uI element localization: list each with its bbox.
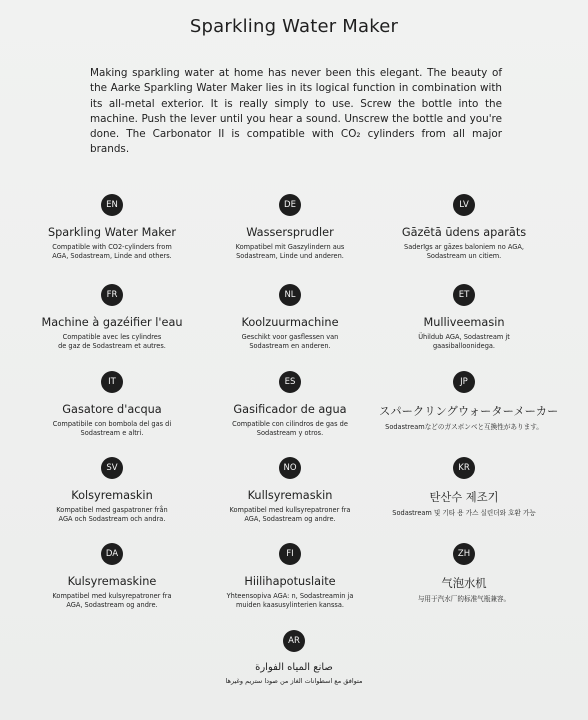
language-badge-fi: FI (279, 543, 301, 565)
language-row (0, 457, 588, 543)
language-badge-de: DE (279, 194, 301, 216)
language-block-et (379, 284, 549, 351)
language-badge-zh: ZH (453, 543, 475, 565)
language-block-kr (379, 457, 549, 518)
language-badge-et: ET (453, 284, 475, 306)
language-row (0, 194, 588, 280)
compatibility-text-lv: Saderīgs ar gāzes baloniem no AGA, Sodastream un citiem. (404, 243, 524, 260)
language-badge-fr: FR (101, 284, 123, 306)
compatibility-text-jp: Sodastreamなどのガスボンベと互換性があります。 (385, 423, 543, 431)
product-name-jp: スパークリングウォーターメーカー (379, 405, 559, 418)
compatibility-text-da: Kompatibel med kulsyrepatroner fra AGA, Sodastream og andre. (52, 592, 172, 609)
page-title: Sparkling Water Maker (189, 16, 399, 37)
product-name-ar: صانع المياه الفوارة (255, 662, 333, 673)
compatibility-text-nl: Geschikt voor gasflessen van Sodastream en anderen. (241, 333, 339, 350)
language-block-es (205, 371, 375, 438)
language-badge-no: NO (279, 457, 301, 479)
compatibility-text-it: Compatibile con bombola del gas di Sodastream e altri. (52, 420, 172, 437)
language-badge-jp: JP (453, 371, 475, 393)
intro-paragraph: Making sparkling water at home has never been this elegant. The beauty of the Aarke Sparkling Water Maker lies in its logical function in combination with its all-metal exterior. It is really simply to use. Screw the bottle into the machine. Push the lever until you hear a sound. Unscrew the bottle and you're done. The Carbonator II is compatible with CO₂ cylinders from all major brands. (90, 67, 502, 156)
language-block-sv (27, 457, 197, 524)
compatibility-text-en: Compatible with CO2-cylinders from AGA, Sodastream, Linde and others. (52, 243, 172, 260)
product-name-de: Wassersprudler (246, 226, 334, 239)
compatibility-text-fr: Compatible avec les cylindres de gaz de Sodastream et autres. (58, 333, 166, 350)
language-block-ar (209, 630, 379, 686)
language-badge-es: ES (279, 371, 301, 393)
product-name-en: Sparkling Water Maker (47, 226, 177, 239)
language-badge-kr: KR (453, 457, 475, 479)
compatibility-text-zh: 与用于汽水厂的标准气瓶兼容。 (417, 595, 511, 603)
compatibility-text-kr: Sodastream 및 기타 용 가스 실린더와 호환 가능 (392, 509, 536, 517)
language-block-de (205, 194, 375, 261)
product-name-sv: Kolsyremaskin (71, 489, 153, 502)
language-badge-en: EN (101, 194, 123, 216)
language-block-nl (205, 284, 375, 351)
language-block-fi (205, 543, 375, 610)
language-block-lv (379, 194, 549, 261)
language-row (0, 543, 588, 629)
product-name-da: Kulsyremaskine (67, 575, 157, 588)
product-name-fi: Hiilihapotuslaite (244, 575, 336, 588)
compatibility-text-ar: متوافق مع اسطوانات الغاز من صودا ستريم وغيرها (225, 677, 363, 685)
language-badge-sv: SV (101, 457, 123, 479)
language-block-fr (27, 284, 197, 351)
compatibility-text-es: Compatible con cilindros de gas de Sodastream y otros. (232, 420, 348, 437)
compatibility-text-fi: Yhteensopiva AGA: n, Sodastreamin ja muiden kaasusylinterien kanssa. (226, 592, 354, 609)
compatibility-text-sv: Kompatibel med gaspatroner från AGA och Sodastream och andra. (56, 506, 168, 523)
compatibility-text-no: Kompatibel med kullsyrepatroner fra AGA, Sodastream og andre. (229, 506, 351, 523)
language-block-zh (379, 543, 549, 604)
product-name-lv: Gāzētā ūdens aparāts (401, 226, 527, 239)
language-badge-nl: NL (279, 284, 301, 306)
product-name-it: Gasatore d'acqua (62, 403, 162, 416)
language-badge-it: IT (101, 371, 123, 393)
product-name-no: Kullsyremaskin (247, 489, 333, 502)
product-name-fr: Machine à gazéifier l'eau (41, 316, 183, 329)
language-badge-da: DA (101, 543, 123, 565)
compatibility-text-et: Ühildub AGA, Sodastream jt gaasiballoonidega. (418, 333, 510, 350)
language-badge-ar: AR (283, 630, 305, 652)
language-row (0, 371, 588, 457)
product-name-zh: 气泡水机 (441, 577, 487, 590)
language-block-no (205, 457, 375, 524)
compatibility-text-de: Kompatibel mit Gaszylindern aus Sodastream, Linde und anderen. (235, 243, 345, 260)
language-row (0, 284, 588, 370)
language-row (0, 630, 588, 716)
language-block-da (27, 543, 197, 610)
product-name-kr: 탄산수 제조기 (429, 491, 499, 504)
language-block-en (27, 194, 197, 261)
product-name-es: Gasificador de agua (233, 403, 347, 416)
product-name-et: Mulliveemasin (423, 316, 505, 329)
language-block-it (27, 371, 197, 438)
language-badge-lv: LV (453, 194, 475, 216)
product-name-nl: Koolzuurmachine (241, 316, 339, 329)
language-block-jp (379, 371, 559, 432)
